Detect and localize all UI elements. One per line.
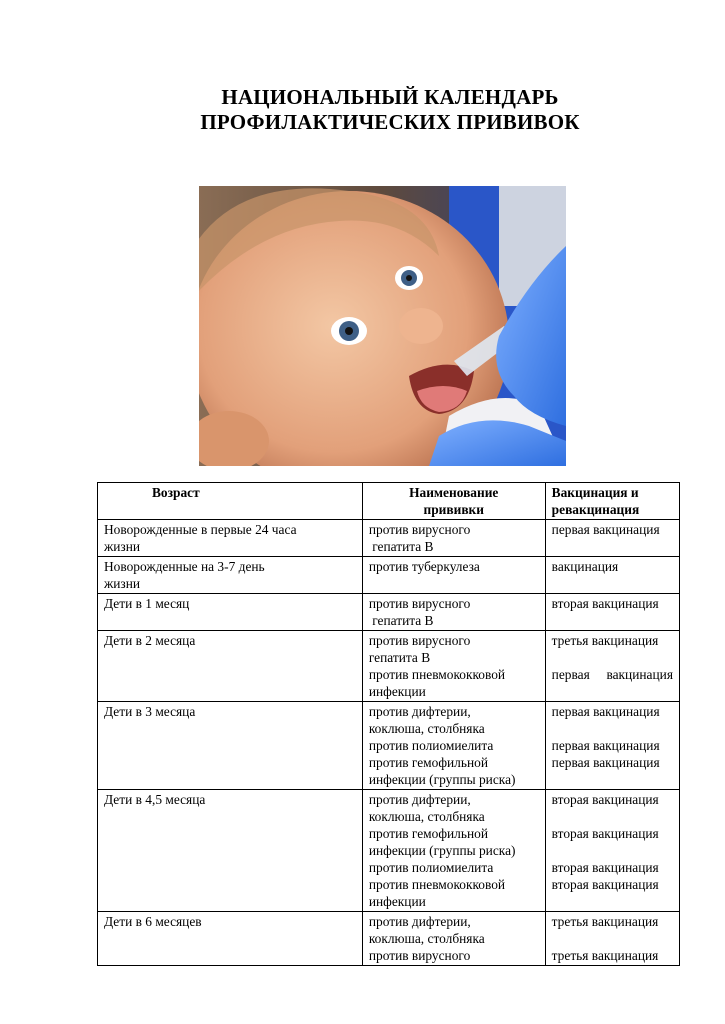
title-line-2: ПРОФИЛАКТИЧЕСКИХ ПРИВИВОК (200, 110, 580, 134)
page-title (0, 85, 725, 135)
vaccine-text: против вирусного (368, 633, 471, 648)
cell-name (362, 520, 545, 557)
cell-name (362, 557, 545, 594)
table-header-row (98, 483, 680, 520)
table-row (98, 702, 680, 790)
vaccine-text: инфекции (группы риска) (368, 843, 516, 858)
cell-vaccination (545, 702, 679, 790)
vaccine-text: против дифтерии, (368, 792, 471, 807)
spacer (552, 930, 673, 947)
vaccine-text: инфекции (368, 684, 426, 699)
vaccine-text: против гемофильной (368, 826, 488, 841)
age-text: Дети в 3 месяца (104, 704, 196, 719)
vaccine-text: против пневмококковой (368, 877, 506, 892)
cell-age (98, 631, 363, 702)
baby-vaccination-photo (199, 186, 566, 466)
age-text: Дети в 1 месяц (104, 596, 190, 611)
age-text: Новорожденные в первые 24 часа (104, 522, 297, 537)
cell-age (98, 594, 363, 631)
vaccination-text: первая вакцинация (551, 738, 660, 753)
vaccine-text: инфекции (группы риска) (368, 772, 516, 787)
vaccine-text: против полиомиелита (368, 738, 494, 753)
header-name (362, 483, 545, 520)
vaccine-text: гепатита В (368, 613, 434, 628)
table-row (98, 631, 680, 702)
vaccination-text: вторая вакцинация (551, 792, 659, 807)
cell-name (362, 702, 545, 790)
vaccination-text: третья вакцинация (551, 948, 659, 963)
vaccine-text: против дифтерии, (368, 704, 471, 719)
vaccination-text: первая вакцинация (551, 522, 660, 537)
cell-name (362, 790, 545, 912)
vaccine-text: гепатита В (368, 650, 431, 665)
vaccine-text: против вирусного (368, 596, 471, 611)
vaccination-calendar-table (97, 482, 680, 966)
vaccine-text: против вирусного (368, 522, 471, 537)
vaccine-text: коклюша, столбняка (368, 721, 485, 736)
vaccination-text: первая вакцинация (551, 667, 673, 682)
vaccine-text: против полиомиелита (368, 860, 494, 875)
cell-age (98, 702, 363, 790)
cell-age (98, 520, 363, 557)
vaccine-text: против дифтерии, (368, 914, 471, 929)
cell-age (98, 912, 363, 966)
age-text: жизни (104, 576, 141, 591)
vaccination-text: первая вакцинация (551, 755, 660, 770)
cell-vaccination (545, 557, 679, 594)
header-name-line2: прививки (423, 502, 484, 517)
header-vac-line1: Вакцинация и (551, 485, 639, 500)
vaccine-text: инфекции (368, 894, 426, 909)
table-row (98, 557, 680, 594)
vaccination-text: вакцинация (551, 559, 619, 574)
table-row (98, 520, 680, 557)
table-row (98, 912, 680, 966)
vaccination-text: вторая вакцинация (551, 860, 659, 875)
cell-age (98, 557, 363, 594)
spacer (552, 720, 673, 737)
header-vac-line2: ревакцинация (551, 502, 640, 517)
header-age: Возраст (98, 483, 363, 520)
vaccination-text: вторая вакцинация (551, 826, 659, 841)
header-name-line1: Наименование (409, 485, 499, 500)
vaccination-text: вторая вакцинация (551, 877, 659, 892)
age-text: жизни (104, 539, 141, 554)
vaccine-text: гепатита В (368, 539, 434, 554)
table-row (98, 790, 680, 912)
age-text: Дети в 4,5 месяца (104, 792, 206, 807)
cell-vaccination (545, 520, 679, 557)
cell-vaccination (545, 631, 679, 702)
cell-vaccination (545, 790, 679, 912)
header-vaccination (545, 483, 679, 520)
cell-name (362, 594, 545, 631)
vaccine-text: против вирусного (368, 948, 471, 963)
vaccination-text: вторая вакцинация (551, 596, 659, 611)
spacer (552, 649, 673, 666)
cell-name (362, 631, 545, 702)
vaccine-text: против пневмококковой (368, 667, 506, 682)
vaccination-text: третья вакцинация (551, 633, 659, 648)
table-row (98, 594, 680, 631)
vaccine-text: против туберкулеза (368, 559, 480, 574)
age-text: Дети в 2 месяца (104, 633, 196, 648)
age-text: Дети в 6 месяцев (104, 914, 202, 929)
spacer (552, 808, 673, 825)
vaccination-text: третья вакцинация (551, 914, 659, 929)
vaccination-text: первая вакцинация (551, 704, 660, 719)
cell-vaccination (545, 912, 679, 966)
vaccine-text: против гемофильной (368, 755, 488, 770)
cell-age (98, 790, 363, 912)
title-line-1: НАЦИОНАЛЬНЫЙ КАЛЕНДАРЬ (221, 85, 559, 109)
vaccine-text: коклюша, столбняка (368, 809, 485, 824)
cell-name (362, 912, 545, 966)
cell-vaccination (545, 594, 679, 631)
age-text: Новорожденные на 3-7 день (104, 559, 265, 574)
spacer (552, 842, 673, 859)
vaccine-text: коклюша, столбняка (368, 931, 485, 946)
